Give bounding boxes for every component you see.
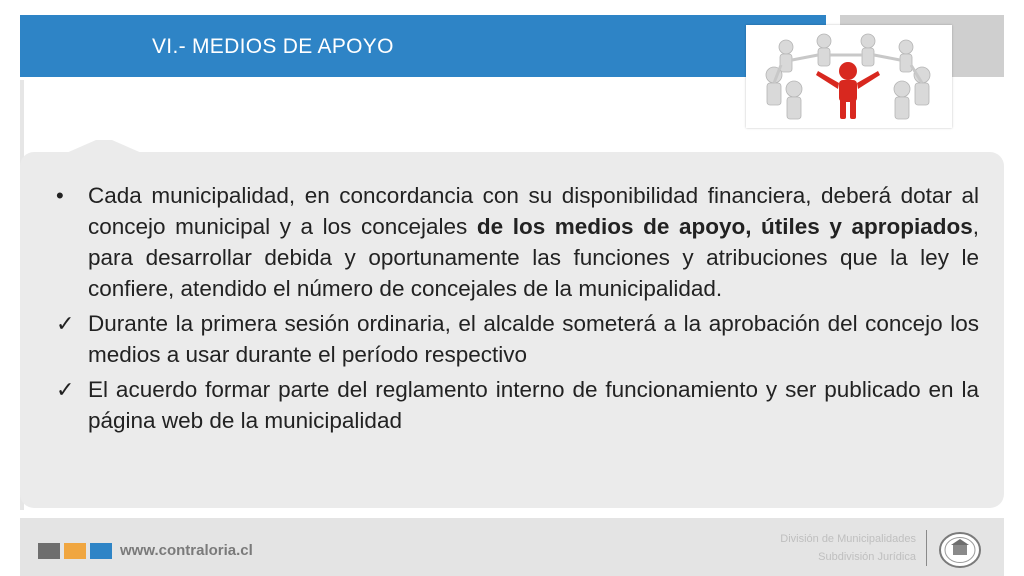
footer-division <box>700 530 916 566</box>
checkmark-icon: ✓ <box>56 377 75 402</box>
header-bar <box>20 15 826 77</box>
footer-square-orange <box>64 543 86 559</box>
footer-subdivision-label: Subdivisión Jurídica <box>818 551 916 563</box>
checkmark-icon: ✓ <box>56 311 75 336</box>
list-item <box>56 180 979 304</box>
people-circle-teamwork-image <box>746 25 952 128</box>
bullet-marker: • <box>56 183 64 208</box>
page-title: VI.- MEDIOS DE APOYO <box>152 35 394 58</box>
list-item <box>56 374 979 436</box>
footer-separator <box>926 530 927 566</box>
footer-square-blue <box>90 543 112 559</box>
contraloria-seal-icon <box>938 531 982 569</box>
list-item <box>56 308 979 370</box>
list-item-text <box>88 180 979 304</box>
bullet-list <box>56 180 979 440</box>
list-item-text <box>88 374 979 436</box>
list-item-text <box>88 308 979 370</box>
text-segment: , para desarrollar debida y oportunamente las funciones y atribuciones que la ley le confiere, atendido el número de concejales de la municipalidad. <box>88 214 979 301</box>
bold-emphasis: de los medios de apoyo, útiles y apropiados <box>476 214 973 239</box>
footer-division-label: División de Municipalidades <box>780 533 916 545</box>
text-segment: Cada municipalidad, en concordancia con su disponibilidad financiera, deberá dotar al concejo municipal y a los concejales <box>88 183 979 239</box>
text-segment: El acuerdo formar parte del reglamento interno de funcionamiento y ser publicado en la página web de la municipalidad <box>88 377 979 433</box>
text-segment: Durante la primera sesión ordinaria, el alcalde someterá a la aprobación del concejo los medios a usar durante el período respectivo <box>88 311 979 367</box>
footer-url: www.contraloria.cl <box>120 542 253 559</box>
footer-square-gray <box>38 543 60 559</box>
